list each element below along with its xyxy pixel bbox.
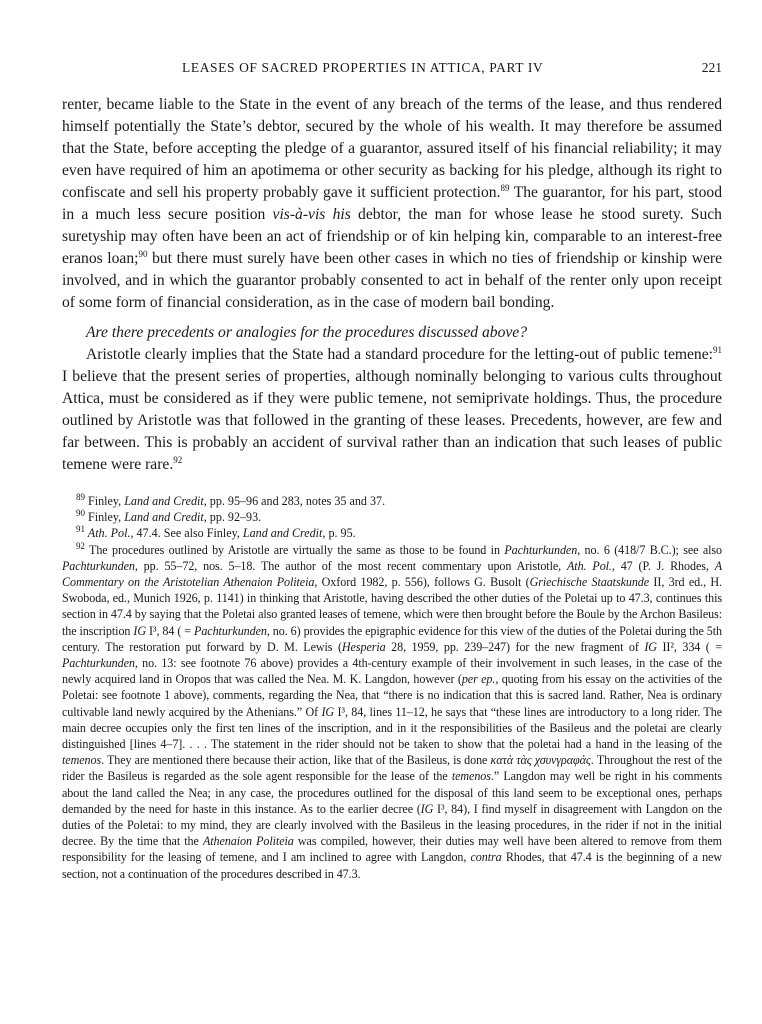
text-run: , no. 13: see footnote 76 above) provides a 4th-century example of their involvement in such leases, in the case of the newly acquired land in Oropos that was called the Nea. M. K. Langdon, however ( bbox=[62, 656, 722, 687]
text-run: The procedures outlined by Aristotle are virtually the same as those to be found in bbox=[84, 542, 505, 557]
text-run: , no. 6) provides the epigraphic evidence for this view of the duties of the Poletai during the 5th century. The restoration put forward by D. M. Lewis ( bbox=[62, 623, 722, 654]
italic-run: Athenaion Politeia bbox=[202, 834, 294, 849]
footnote-number: 91 bbox=[76, 524, 85, 535]
italic-run: Pachturkunden bbox=[62, 558, 135, 573]
text-run: Rhodes, that 47.4 is the beginning of a new section, not a continuation of the procedures described in 47.3. bbox=[62, 850, 722, 881]
text-run: 28, 1959, pp. 239–247) for the new fragment of bbox=[385, 639, 645, 654]
greek-phrase: κατὰ τὰς χσυνγραφάς bbox=[490, 753, 591, 768]
text-run: .” Langdon may well be right in his comments about the land called the Nea; in any case, the procedures outlined for the disposal of this land seem to be exceptional ones, perhaps demanded by the need for haste in this instance. As to the earlier decree ( bbox=[62, 769, 722, 816]
text-run: I³, 84 ( = bbox=[145, 623, 195, 638]
body-paragraph bbox=[62, 344, 722, 476]
text-run: , Oxford 1982, p. 556), follows G. Busolt ( bbox=[314, 575, 530, 590]
italic-run: IG bbox=[420, 801, 434, 816]
italic-run: temenos bbox=[62, 753, 102, 768]
text-run: , pp. 55–72, nos. 5–18. The author of the most recent commentary upon Aristotle, bbox=[134, 558, 567, 573]
italic-run: IG bbox=[644, 639, 657, 654]
italic-run: Land and Credit bbox=[124, 494, 204, 508]
italic-run: Land and Credit bbox=[242, 526, 323, 541]
text-run: . Throughout the rest of the rider the Basileus is regarded as the sole agent responsible for the lease of the bbox=[62, 753, 722, 784]
text-run: was compiled, however, their duties may well have been altered to remove from them responsibility for the leasing of temene, and I am inclined to agree with Langdon, bbox=[62, 834, 722, 865]
footnote-number: 89 bbox=[76, 491, 85, 502]
body-paragraph bbox=[62, 94, 722, 314]
italic-run: Griechische Staatskunde bbox=[529, 575, 650, 590]
running-head bbox=[62, 60, 722, 80]
text-run: , quoting from his essay on the activities of the Poletai: see footnote 1 above), comments, regarding the Nea, that “there is no indication that this is sacred land. Rather, Nea is ordinary cultivable land newly acquired by the Athenians.” Of bbox=[62, 672, 722, 719]
footnote-number: 90 bbox=[76, 508, 85, 519]
text-run: The guarantor, for his part, stood in a much less secure position bbox=[62, 184, 722, 223]
text-run: . They are mentioned there because their action, like that of the Basileus, is done bbox=[101, 753, 491, 768]
text-run: , no. 6 (418/7 B.C.); see also bbox=[577, 542, 722, 557]
footnote-ref-92[interactable]: 92 bbox=[173, 454, 183, 465]
footnote-89 bbox=[62, 493, 722, 509]
footnote-90 bbox=[62, 509, 722, 525]
text-run: I believe that the present series of properties, although nominally belonging to various cults throughout Attica, must be considered as if they were public temene, not semiprivate holdings. Thus, the procedure outlined by Aristotle was that followed in the granting of these leases. Precedents, however, are few and far between. This is probably an accident of survival rather than an indication that such leases of public temene were rare. bbox=[62, 368, 722, 473]
text-run: renter, became liable to the State in the event of any breach of the terms of the lease, and thus rendered himself potentially the State’s debtor, secured by the whole of his wealth. It may therefore be assumed that the State, before accepting the pledge of a guarantor, assured itself of his financial reliability; it may even have required of him an apotimema or other security as backing for his pledge, although its right to confiscate and sell his property probably gave it sufficient protection. bbox=[62, 96, 722, 201]
footnote-91 bbox=[62, 525, 722, 541]
footnote-ref-91[interactable]: 91 bbox=[713, 344, 722, 355]
footnote-number: 92 bbox=[76, 540, 85, 551]
footnote-ref-89[interactable]: 89 bbox=[500, 182, 510, 193]
section-subheading: Are there precedents or analogies for the procedures discussed above? bbox=[86, 324, 528, 341]
text-run: , p. 95. bbox=[322, 526, 356, 541]
italic-run: Land and Credit bbox=[124, 510, 204, 525]
footnotes bbox=[62, 493, 722, 882]
italic-run: Pachturkunden bbox=[504, 542, 578, 557]
text-run: but there must surely have been other cases in which no ties of friendship or kinship were involved, and in which the guarantor probably consented to act in behalf of the renter only upon receipt of some form of financial consideration, as in the case of modern bail bonding. bbox=[62, 250, 722, 311]
page-number: 221 bbox=[701, 60, 722, 75]
italic-run: temenos bbox=[451, 769, 491, 784]
footnote-ref-90[interactable]: 90 bbox=[138, 248, 148, 259]
text-run: II, 3rd ed., H. Swoboda, ed., Munich 1926, p. 1141) in thinking that Aristotle, having described the other duties of the Poletai up to 47.3, continues this section in 47.4 by saying that the Poletai also granted leases of temene, which were then brought before the Boule by the Archon Basileus: the inscription bbox=[62, 575, 722, 638]
italic-run: vis-à-vis his bbox=[272, 206, 351, 223]
text-run: Finley, bbox=[85, 510, 125, 525]
text-run: , pp. 95–96 and 283, notes 35 and 37. bbox=[203, 494, 386, 508]
italic-run: Pachturkunden bbox=[62, 656, 135, 671]
main-text bbox=[62, 94, 722, 476]
italic-run: Hesperia bbox=[341, 639, 386, 654]
italic-run: IG bbox=[321, 704, 335, 719]
text-run: II², 334 ( = bbox=[656, 639, 722, 654]
text-run: I³, 84), I find myself in disagreement with Langdon on the duties of the Poletai: to my mind, they are clearly involved with the Basileus in the leasing procedures, in the rider if not in the initial decree. By the time that the bbox=[62, 801, 722, 849]
text-run: Aristotle clearly implies that the State had a standard procedure for the letting-out of public temene: bbox=[86, 346, 713, 363]
italic-run: per ep. bbox=[461, 672, 496, 687]
italic-run: Ath. Pol. bbox=[567, 558, 612, 573]
text-run: Finley, bbox=[85, 494, 125, 508]
italic-run: A Commentary on the Aristotelian Athenaion Politeia bbox=[62, 558, 723, 590]
text-run: , 47.4. See also Finley, bbox=[130, 526, 243, 541]
text-run: , 47 (P. J. Rhodes, bbox=[611, 558, 715, 573]
text-run: , pp. 92–93. bbox=[203, 510, 262, 525]
text-run: I³, 84, lines 11–12, he says that “these lines are introductory to a long rider. The main decree occupies only the first ten lines of the inscription, and in it the responsibilities of the Basileus and the poletai are clearly distinguished [lines 4–7]. . . . The statement in the rider should not be taken to show that the poletai had a hand in the leasing of the bbox=[62, 704, 722, 752]
footnote-92 bbox=[62, 542, 722, 882]
italic-run: IG bbox=[133, 623, 146, 638]
italic-run: Pachturkunden bbox=[194, 623, 267, 638]
text-run: debtor, the man for whose lease he stood surety. Such suretyship may often have been an act of friendship or of kin helping kin, comparable to an interest-free eranos loan; bbox=[62, 206, 722, 267]
italic-run: contra bbox=[470, 850, 502, 865]
italic-run: Ath. Pol. bbox=[85, 526, 131, 541]
running-title: LEASES OF SACRED PROPERTIES IN ATTICA, PART IV bbox=[182, 60, 544, 75]
